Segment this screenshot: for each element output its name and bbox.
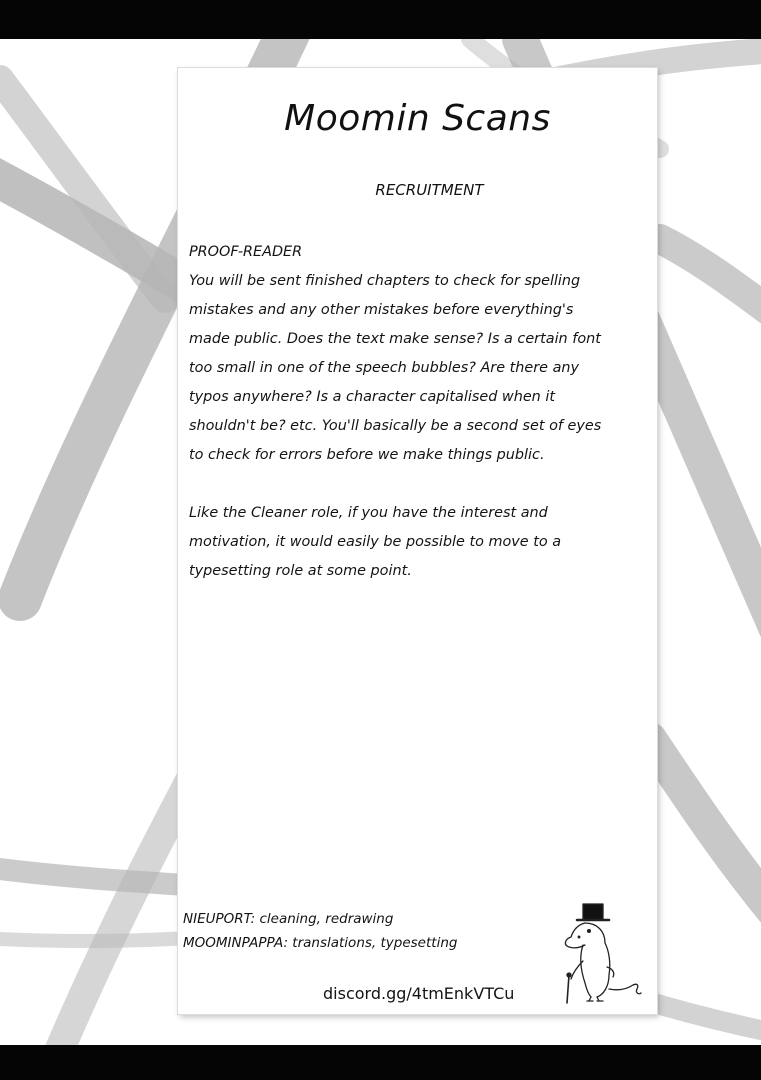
paragraph-gap [189,470,651,499]
discord-link[interactable]: discord.gg/4tmEnkVTCu [323,984,515,1003]
role-description [189,238,651,586]
credit-name: NIEUPORT [183,911,251,927]
note-line: typesetting role at some point. [189,563,412,579]
note-line: Like the Cleaner role, if you have the interest and [189,505,548,521]
section-subtitle: RECRUITMENT [375,181,484,199]
role-line: mistakes and any other mistakes before everything's [189,302,574,318]
role-line: shouldn't be? etc. You'll basically be a second set of eyes [189,418,602,434]
role-line: typos anywhere? Is a character capitalised when it [189,389,556,405]
role-line: You will be sent finished chapters to check for spelling [189,273,581,289]
top-black-bar [0,0,761,39]
credit-separator: : [283,935,293,951]
bottom-black-bar [0,1045,761,1080]
credit-roles: cleaning, redrawing [259,911,394,927]
credit-entry [183,907,457,931]
credit-name: MOOMINPAPPA [183,935,284,951]
note-line: motivation, it would easily be possible to move to a [189,534,562,550]
role-line: made public. Does the text make sense? Is a certain font [189,331,601,347]
credit-roles: translations, typesetting [292,935,458,951]
page-title: Moomin Scans [284,98,551,139]
recruitment-card [178,68,657,1014]
credit-entry [183,931,457,955]
role-heading: PROOF-READER [189,244,303,260]
credits-list [183,907,457,955]
credit-separator: : [250,911,260,927]
role-line: too small in one of the speech bubbles? Are there any [189,360,580,376]
moominpappa-icon [553,901,648,1006]
role-line: to check for errors before we make things public. [189,447,545,463]
